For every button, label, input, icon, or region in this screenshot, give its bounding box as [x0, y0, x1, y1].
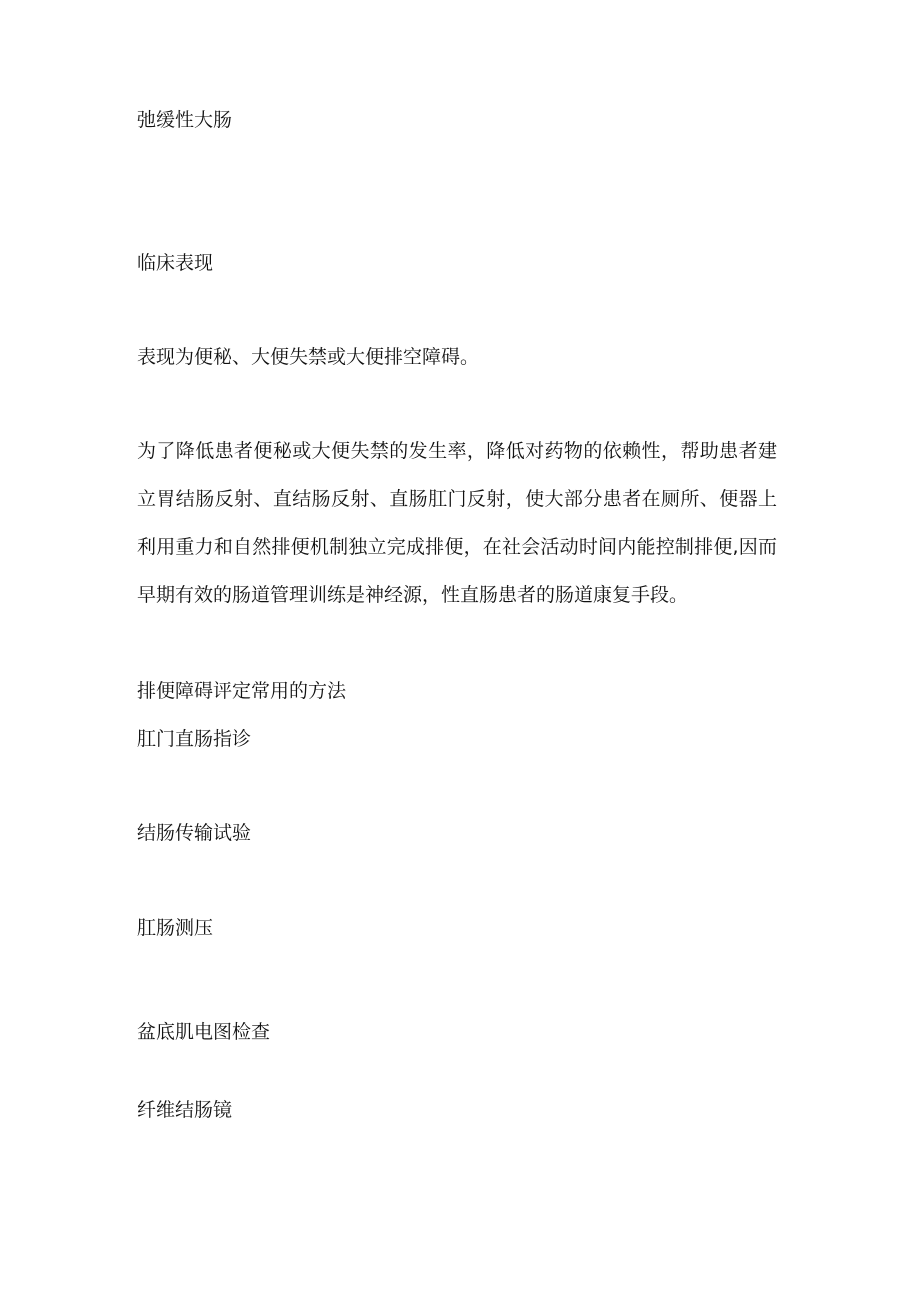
- body-paragraph: 为了降低患者便秘或大便失禁的发生率，降低对药物的依赖性，帮助患者建立胃结肠反射、直结肠反射、直肠肛门反射，使大部分患者在厕所、便器上利用重力和自然排便机制独立完成排便，在社会活动时间内能控制排便,因而早期有效的肠道管理训练是神经源，性直肠患者的肠道康复手段。: [137, 440, 777, 606]
- method-item: 纤维结肠镜: [137, 1099, 233, 1121]
- methods-title: 排便障碍评定常用的方法: [137, 680, 347, 702]
- method-item: 肛肠测压: [137, 917, 214, 939]
- section-title: 临床表现: [137, 252, 214, 274]
- method-item: 盆底肌电图检查: [137, 1021, 271, 1043]
- method-item: 结肠传输试验: [137, 822, 252, 844]
- document-heading: 弛缓性大肠: [137, 109, 233, 131]
- method-item: 肛门直肠指诊: [137, 728, 252, 750]
- symptom-line: 表现为便秘、大便失禁或大便排空障碍。: [137, 346, 480, 368]
